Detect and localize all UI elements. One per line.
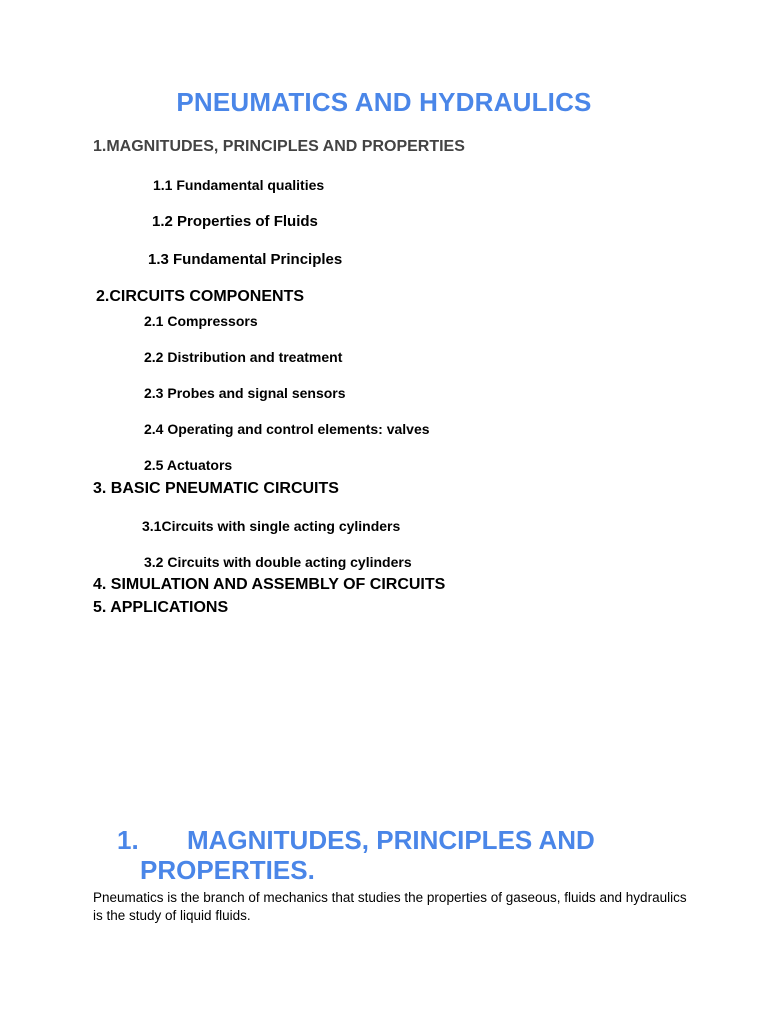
heading-1-text: MAGNITUDES, PRINCIPLES AND <box>187 825 595 855</box>
toc-item-3-1: 3.1Circuits with single acting cylinders <box>142 518 401 534</box>
document-title: PNEUMATICS AND HYDRAULICS <box>176 87 592 117</box>
toc-item-3-2: 3.2 Circuits with double acting cylinders <box>144 554 412 570</box>
toc-section-5: 5. APPLICATIONS <box>93 599 229 616</box>
toc-section-4: 4. SIMULATION AND ASSEMBLY OF CIRCUITS <box>93 576 446 593</box>
toc-section-1: 1.MAGNITUDES, PRINCIPLES AND PROPERTIES <box>93 138 465 155</box>
body-paragraph: Pneumatics is the branch of mechanics that studies the properties of gaseous, fluids and hydraulics is the study of liquid fluids. <box>93 890 687 923</box>
toc-item-2-3: 2.3 Probes and signal sensors <box>144 385 346 401</box>
toc-item-2-1: 2.1 Compressors <box>144 313 258 329</box>
toc-item-2-4: 2.4 Operating and control elements: valves <box>144 421 430 437</box>
toc-item-2-2: 2.2 Distribution and treatment <box>144 349 343 365</box>
heading-1-text-continued: PROPERTIES. <box>140 855 315 885</box>
toc-item-1-2: 1.2 Properties of Fluids <box>152 213 318 230</box>
toc-section-2: 2.CIRCUITS COMPONENTS <box>96 288 305 305</box>
toc-item-2-5: 2.5 Actuators <box>144 457 233 473</box>
heading-1-number: 1. <box>117 825 139 855</box>
toc-section-3: 3. BASIC PNEUMATIC CIRCUITS <box>93 480 339 497</box>
toc-item-1-3: 1.3 Fundamental Principles <box>148 251 343 268</box>
toc-item-1-1: 1.1 Fundamental qualities <box>153 177 325 193</box>
